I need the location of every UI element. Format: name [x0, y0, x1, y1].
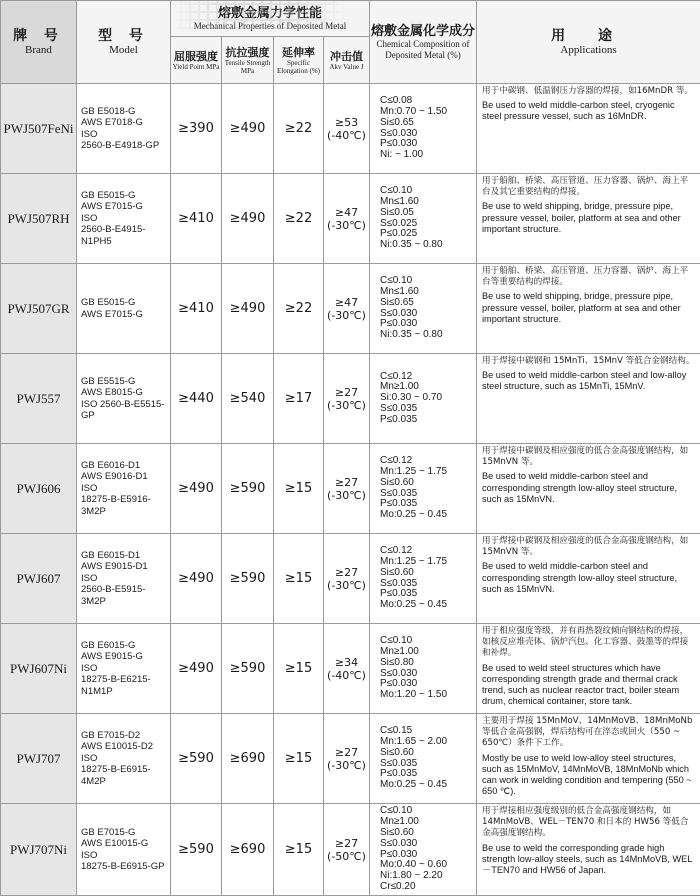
chem-line: C≤0.10 [380, 186, 476, 197]
tensile-strength-cell: ≥690 [222, 804, 274, 896]
chem-line: Si:0.30 ~ 0.70 [380, 393, 476, 404]
application-cell [477, 84, 700, 174]
chem-line: S≤0.025 [380, 219, 476, 230]
chem-line: Si≤0.80 [380, 658, 476, 669]
application-text-en: Mostly be use to weld low-alloy steel structures, such as 15MnMoV, 14MnMoVB, 18MnMoNb which can work in welding condition and tempering (550 ~ 650 ℃). [482, 753, 696, 798]
application-text-zh: 用于船舶、桥梁、高压管道、压力容器、锅炉、海上平台及其它重要结构的焊接。 [482, 176, 688, 197]
impact-temperature: (-30℃) [324, 219, 369, 232]
chem-line: Si≤0.65 [380, 298, 476, 309]
chem-line: P≤0.025 [380, 229, 476, 240]
model-cell [77, 804, 171, 896]
application-text-zh: 用于相应强度等级，并有再热裂纹倾向钢结构的焊接，如核反应堆壳体、锅炉汽包、化工容器、鼓墨等的焊接和补焊。 [482, 626, 688, 658]
tensile-strength-header: 抗拉强度 Tensile Strength MPa [222, 37, 274, 84]
chem-line: C≤0.12 [380, 372, 476, 383]
chem-line: Mo:0.25 ~ 0.45 [380, 780, 476, 791]
application-cell [477, 444, 700, 534]
impact-temperature: (-30℃) [324, 399, 369, 412]
impact-value: ≥27 [324, 746, 369, 759]
elongation-cell: ≥15 [274, 534, 324, 624]
model-line: 18275-B-E6215-N1M1P [81, 674, 170, 697]
brand-cell: PWJ606 [1, 444, 77, 534]
impact-value: ≥53 [324, 116, 369, 129]
elongation-header: 延伸率 Specific Elongation (%) [274, 37, 324, 84]
brand-cell: PWJ557 [1, 354, 77, 444]
model-line: 18275-B-E6915-4M2P [81, 764, 170, 787]
chem-line: S≤0.035 [380, 579, 476, 590]
impact-value: ≥34 [324, 656, 369, 669]
chem-line: C≤0.12 [380, 456, 476, 467]
impact-value: ≥27 [324, 566, 369, 579]
model-line: 2560-B-E4915-N1PH5 [81, 224, 170, 247]
model-line: ISO [81, 483, 170, 495]
chemical-composition-cell [370, 714, 477, 804]
elongation-cell: ≥15 [274, 444, 324, 534]
model-cell [77, 624, 171, 714]
chem-line: Si≤0.60 [380, 748, 476, 759]
chem-line: S≤0.035 [380, 489, 476, 500]
impact-value-cell [324, 624, 370, 714]
impact-value: ≥27 [324, 386, 369, 399]
impact-temperature: (-30℃) [324, 759, 369, 772]
model-cell [77, 174, 171, 264]
tensile-strength-cell: ≥490 [222, 264, 274, 354]
model-cell [77, 444, 171, 534]
chemical-composition-cell [370, 804, 477, 896]
application-cell [477, 804, 700, 896]
table-row [1, 84, 700, 174]
chem-line: Ni:0.35 ~ 0.80 [380, 240, 476, 251]
impact-temperature: (-40℃) [324, 129, 369, 142]
table-row [1, 804, 700, 896]
chemical-composition-cell [370, 444, 477, 534]
application-cell [477, 624, 700, 714]
tensile-strength-cell: ≥690 [222, 714, 274, 804]
mechanical-properties-header: 熔敷金属力学性能 Mechanical Properties of Deposited Metal [171, 1, 370, 37]
model-cell [77, 264, 171, 354]
model-line: 18275-B-E6915-GP [81, 861, 170, 873]
chem-line: Mo:0.25 ~ 0.45 [380, 600, 476, 611]
model-line: AWS E10015-G [81, 838, 170, 850]
model-line: GB E5018-G [81, 106, 170, 118]
application-cell [477, 714, 700, 804]
chem-line: Ni:0.35 ~ 0.80 [380, 330, 476, 341]
chem-line: Cr≤0.20 [380, 882, 476, 893]
yield-point-cell: ≥590 [171, 714, 222, 804]
application-cell [477, 264, 700, 354]
chem-line: C≤0.10 [380, 806, 476, 817]
yield-point-cell: ≥590 [171, 804, 222, 896]
model-line: AWS E9016-D1 [81, 471, 170, 483]
chem-line: Mn:1.25 ~ 1.75 [380, 467, 476, 478]
application-text-zh: 用于船舶、桥梁、高压管道、压力容器、锅炉、海上平台等重要结构的焊接。 [482, 266, 688, 287]
table-row [1, 714, 700, 804]
brand-cell: PWJ507RH [1, 174, 77, 264]
table-row [1, 264, 700, 354]
chem-line: S≤0.030 [380, 129, 476, 140]
application-text-en: Be used to weld middle-carbon steel, cryogenic steel pressure vessel, such as 16MnDR. [482, 100, 696, 122]
yield-point-cell: ≥490 [171, 444, 222, 534]
impact-temperature: (-30℃) [324, 489, 369, 502]
application-text-zh: 用于焊接中碳钢及相应强度的低合金高强度钢结构，如 15MnVN 等。 [482, 446, 688, 467]
impact-value-cell [324, 444, 370, 534]
tensile-strength-cell: ≥590 [222, 534, 274, 624]
chem-line: Si≤0.65 [380, 118, 476, 129]
impact-value-cell [324, 714, 370, 804]
chem-line: Si≤0.60 [380, 568, 476, 579]
tensile-strength-cell: ≥590 [222, 444, 274, 534]
tensile-strength-cell: ≥540 [222, 354, 274, 444]
chem-line: P≤0.030 [380, 139, 476, 150]
brand-cell: PWJ607Ni [1, 624, 77, 714]
chem-line: Mn:1.25 ~ 1.75 [380, 557, 476, 568]
application-text-en: Be used to weld steel structures which have corresponding strength grade and thermal crack trend, such as nuclear reactor tract, boiler steam drum, chemical container, store tank. [482, 663, 696, 708]
brand-cell: PWJ607 [1, 534, 77, 624]
chem-line: P≤0.030 [380, 850, 476, 861]
chemical-composition-header: 熔敷金属化学成分 Chemical Composition of Deposited Metal (%) [370, 1, 477, 84]
model-line: GB E7015-D2 [81, 730, 170, 742]
application-text-en: Be use to weld the corresponding grade high strength low-alloy steels, such as 14MnMoVB, WEL－TEN70 and HW56 of Japan. [482, 843, 696, 877]
yield-point-cell: ≥440 [171, 354, 222, 444]
model-line: GB E6016-D1 [81, 460, 170, 472]
model-line: ISO [81, 663, 170, 675]
model-line: GB E5515-G [81, 376, 170, 388]
impact-temperature: (-40℃) [324, 669, 369, 682]
brand-cell: PWJ707Ni [1, 804, 77, 896]
chem-line: P≤0.035 [380, 499, 476, 510]
elongation-cell: ≥22 [274, 84, 324, 174]
impact-value: ≥27 [324, 476, 369, 489]
table-row [1, 624, 700, 714]
chem-line: S≤0.030 [380, 669, 476, 680]
elongation-cell: ≥17 [274, 354, 324, 444]
model-line: AWS E7015-G [81, 201, 170, 213]
application-text-en: Be used to weld middle-carbon steel and corresponding strength low-alloy steel structure, such as 15MnVN. [482, 561, 696, 595]
table-row [1, 444, 700, 534]
impact-temperature: (-50℃) [324, 850, 369, 863]
chem-line: C≤0.10 [380, 276, 476, 287]
impact-temperature: (-30℃) [324, 579, 369, 592]
impact-value-cell [324, 174, 370, 264]
model-line: AWS E10015-D2 [81, 741, 170, 753]
impact-value-cell [324, 354, 370, 444]
chem-line: Mo:0.40 ~ 0.60 [380, 860, 476, 871]
impact-value-cell [324, 264, 370, 354]
chem-line: Mn≥1.00 [380, 647, 476, 658]
application-text-en: Be used to weld middle-carbon steel and low-alloy steel structure, such as 15MnTi, 15MnV. [482, 370, 696, 392]
model-line: 18275-B-E5916-3M2P [81, 494, 170, 517]
yield-point-cell: ≥490 [171, 624, 222, 714]
chem-line: Mn:0.70 ~ 1.50 [380, 107, 476, 118]
brand-cell: PWJ507GR [1, 264, 77, 354]
brand-cell: PWJ507FeNi [1, 84, 77, 174]
impact-value: ≥47 [324, 296, 369, 309]
model-line: GB E5015-G [81, 190, 170, 202]
chemical-composition-cell [370, 534, 477, 624]
model-header: 型 号 Model [77, 1, 171, 84]
chem-line: C≤0.10 [380, 636, 476, 647]
chem-line: C≤0.15 [380, 726, 476, 737]
chem-line: Ni:1.80 ~ 2.20 [380, 871, 476, 882]
chemical-composition-cell [370, 354, 477, 444]
model-line: AWS E9015-G [81, 651, 170, 663]
model-line: AWS E7018-G [81, 117, 170, 129]
chem-line: S≤0.035 [380, 759, 476, 770]
table-row [1, 534, 700, 624]
chem-line: Mn:1.65 ~ 2.00 [380, 737, 476, 748]
brand-cell: PWJ707 [1, 714, 77, 804]
elongation-cell: ≥22 [274, 174, 324, 264]
chemical-composition-cell [370, 264, 477, 354]
impact-value-cell [324, 534, 370, 624]
model-line: 2560-B-E4918-GP [81, 140, 170, 152]
model-line: AWS E7015-G [81, 309, 170, 321]
applications-header: 用 途 Applications [477, 1, 700, 84]
model-line: 2560-B-E5915-3M2P [81, 584, 170, 607]
chem-line: Mn≤1.60 [380, 287, 476, 298]
yield-point-cell: ≥410 [171, 264, 222, 354]
model-cell [77, 714, 171, 804]
chem-line: C≤0.12 [380, 546, 476, 557]
model-line: AWS E9015-D1 [81, 561, 170, 573]
model-line: GB E6015-G [81, 640, 170, 652]
model-line: ISO [81, 850, 170, 862]
model-line: AWS E8015-G [81, 387, 170, 399]
model-line: ISO [81, 753, 170, 765]
tensile-strength-cell: ≥590 [222, 624, 274, 714]
impact-value-cell [324, 804, 370, 896]
model-cell [77, 534, 171, 624]
chem-line: P≤0.030 [380, 679, 476, 690]
chem-line: S≤0.030 [380, 309, 476, 320]
chem-line: Ni: ~ 1.00 [380, 150, 476, 161]
application-cell [477, 174, 700, 264]
application-text-en: Be use to weld shipping, bridge, pressure pipe, pressure vessel, boiler, platform at sea and other important structure. [482, 201, 696, 235]
model-line: ISO [81, 573, 170, 585]
model-line: GB E7015-G [81, 827, 170, 839]
chem-line: P≤0.035 [380, 415, 476, 426]
chem-line: Mn≥1.00 [380, 382, 476, 393]
chemical-composition-cell [370, 624, 477, 714]
chemical-composition-cell [370, 174, 477, 264]
chem-line: Mo:1.20 ~ 1.50 [380, 690, 476, 701]
model-line: GB E6015-D1 [81, 550, 170, 562]
application-text-zh: 用于焊接相应强度级别的低合金高强度钢结构，如 14MnMoVB、WEL－TEN70 和日本的 HW56 等低合金高强度钢结构。 [482, 806, 688, 838]
model-line: ISO 2560-B-E5515-GP [81, 399, 170, 422]
chem-line: P≤0.035 [380, 769, 476, 780]
chem-line: Mn≥1.00 [380, 817, 476, 828]
chem-line: S≤0.035 [380, 404, 476, 415]
chem-line: Mo:0.25 ~ 0.45 [380, 510, 476, 521]
yield-point-cell: ≥490 [171, 534, 222, 624]
model-line: ISO [81, 213, 170, 225]
impact-value: ≥27 [324, 837, 369, 850]
chem-line: C≤0.08 [380, 96, 476, 107]
model-cell [77, 84, 171, 174]
chem-line: S≤0.030 [380, 839, 476, 850]
chemical-composition-cell [370, 84, 477, 174]
model-line: ISO [81, 129, 170, 141]
chem-line: P≤0.030 [380, 319, 476, 330]
tensile-strength-cell: ≥490 [222, 84, 274, 174]
elongation-cell: ≥15 [274, 624, 324, 714]
brand-header: 牌 号 Brand [1, 1, 77, 84]
application-text-zh: 用于中碳钢、低温钢压力容器的焊接，如16MnDR 等。 [482, 86, 693, 96]
model-cell [77, 354, 171, 444]
table-row [1, 354, 700, 444]
impact-temperature: (-30℃) [324, 309, 369, 322]
application-text-zh: 主要用于焊接 15MnMoV、14MnMoVB、18MnMoNb 等低合金高强钢，焊后结构可在淬态或回火（550 ~ 650℃）条件下工作。 [482, 716, 692, 748]
application-text-zh: 用于焊接中碳钢和 15MnTi、15MnV 等低合金钢结构。 [482, 356, 694, 366]
chem-line: Si≤0.05 [380, 208, 476, 219]
application-text-en: Be use to weld shipping, bridge, pressure pipe, pressure vessel, boiler, platform at sea and other important structure. [482, 291, 696, 325]
model-line: GB E5015-G [81, 297, 170, 309]
impact-value-cell [324, 84, 370, 174]
yield-point-cell: ≥410 [171, 174, 222, 264]
elongation-cell: ≥15 [274, 804, 324, 896]
elongation-cell: ≥15 [274, 714, 324, 804]
chem-line: P≤0.035 [380, 589, 476, 600]
impact-value: ≥47 [324, 206, 369, 219]
application-cell [477, 534, 700, 624]
application-cell [477, 354, 700, 444]
chem-line: Si≤0.60 [380, 478, 476, 489]
chem-line: Si≤0.60 [380, 828, 476, 839]
elongation-cell: ≥22 [274, 264, 324, 354]
table-row [1, 174, 700, 264]
application-text-en: Be used to weld middle-carbon steel and corresponding strength low-alloy steel structure, such as 15MnVN. [482, 471, 696, 505]
tensile-strength-cell: ≥490 [222, 174, 274, 264]
yield-point-header: 屈服强度 Yield Point MPa [171, 37, 222, 84]
application-text-zh: 用于焊接中碳钢及相应强度的低合金高强度钢结构，如 15MnVN 等。 [482, 536, 688, 557]
yield-point-cell: ≥390 [171, 84, 222, 174]
chem-line: Mn≤1.60 [380, 197, 476, 208]
product-rows [1, 84, 700, 896]
impact-value-header: 冲击值 Akv Value J [324, 37, 370, 84]
